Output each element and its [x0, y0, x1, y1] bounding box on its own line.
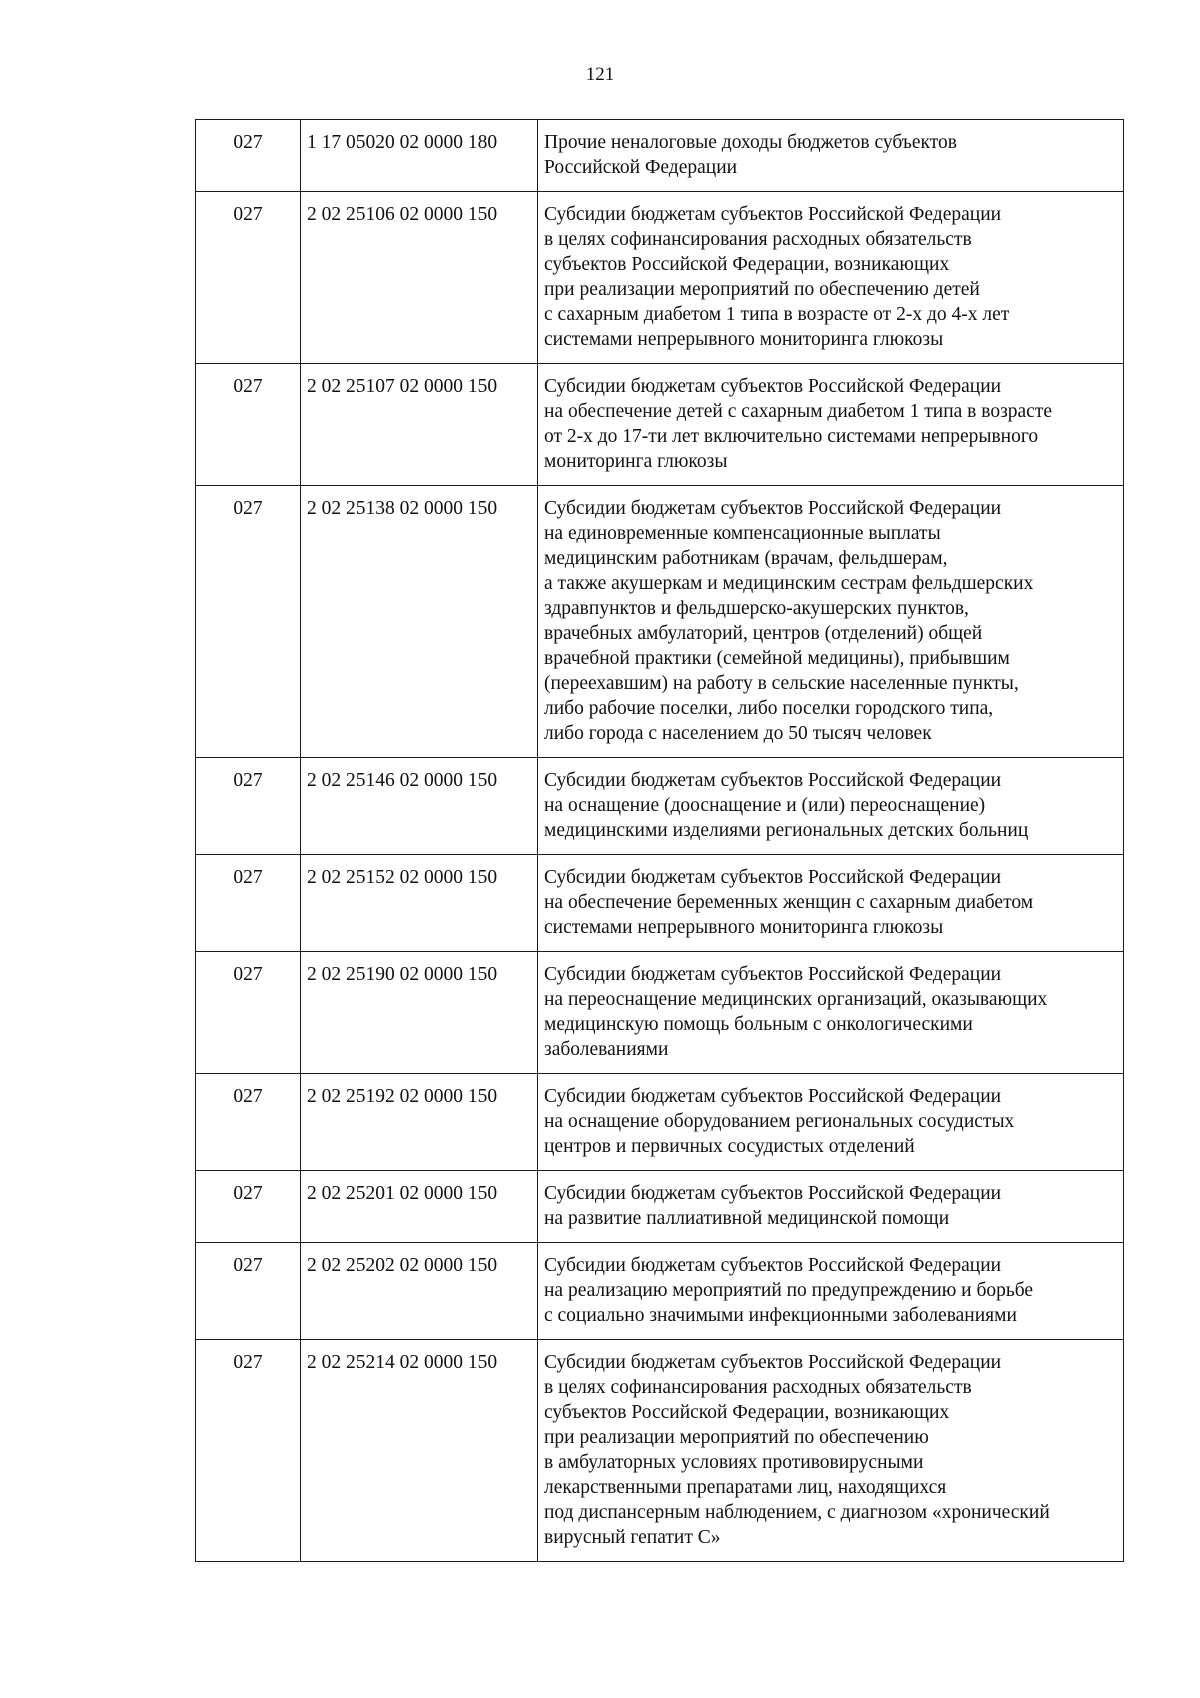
budget-codes-table-body [196, 120, 1124, 1562]
income-name-line: мониторинга глюкозы [544, 451, 728, 472]
income-name-line: в целях софинансирования расходных обязательств [544, 1377, 972, 1398]
table-row [196, 1243, 1124, 1340]
income-name-line: Субсидии бюджетам субъектов Российской Федерации [544, 964, 1002, 985]
income-name-cell [538, 952, 1124, 1074]
admin-code-cell: 027 [196, 855, 301, 952]
income-name-line: на единовременные компенсационные выплаты [544, 523, 941, 544]
income-name-cell [538, 192, 1124, 364]
income-name-line: заболеваниями [544, 1039, 669, 1060]
income-name-line: при реализации мероприятий по обеспечению детей [544, 279, 980, 300]
admin-code-cell: 027 [196, 1243, 301, 1340]
income-name-line: на обеспечение детей с сахарным диабетом 1 типа в возрасте [544, 401, 1053, 422]
income-name-line: либо города с населением до 50 тысяч человек [544, 723, 932, 744]
income-name-line: при реализации мероприятий по обеспечению [544, 1427, 929, 1448]
budget-classification-code-cell: 2 02 25146 02 0000 150 [301, 758, 538, 855]
budget-classification-code-cell: 2 02 25106 02 0000 150 [301, 192, 538, 364]
income-name-cell [538, 758, 1124, 855]
income-name-cell [538, 855, 1124, 952]
table-row [196, 192, 1124, 364]
income-name-cell [538, 1074, 1124, 1171]
budget-classification-code-cell: 2 02 25214 02 0000 150 [301, 1340, 538, 1562]
table-row [196, 758, 1124, 855]
income-name-line: с социально значимыми инфекционными заболеваниями [544, 1305, 1017, 1326]
income-name-line: от 2-х до 17-ти лет включительно системами непрерывного [544, 426, 1039, 447]
income-name-line: Прочие неналоговые доходы бюджетов субъектов [544, 132, 957, 153]
income-name-line: на оснащение (дооснащение и (или) переоснащение) [544, 795, 986, 816]
admin-code-cell: 027 [196, 1171, 301, 1243]
income-name-line: Субсидии бюджетам субъектов Российской Федерации [544, 1255, 1002, 1276]
income-name-cell [538, 120, 1124, 192]
income-name-line: на развитие паллиативной медицинской помощи [544, 1208, 950, 1229]
income-name-line: Субсидии бюджетам субъектов Российской Федерации [544, 867, 1002, 888]
income-name-line: в амбулаторных условиях противовирусными [544, 1452, 924, 1473]
income-name-line: медицинским работникам (врачам, фельдшерам, [544, 548, 948, 569]
income-name-line: под диспансерным наблюдением, с диагнозом «хронический [544, 1502, 1050, 1523]
income-name-line: лекарственными препаратами лиц, находящихся [544, 1477, 947, 1498]
income-name-line: Субсидии бюджетам субъектов Российской Федерации [544, 770, 1002, 791]
admin-code-cell: 027 [196, 486, 301, 758]
budget-codes-table [195, 119, 1124, 1562]
income-name-cell [538, 364, 1124, 486]
income-name-line: субъектов Российской Федерации, возникающих [544, 1402, 950, 1423]
income-name-line: Российской Федерации [544, 157, 738, 178]
budget-classification-code-cell: 2 02 25152 02 0000 150 [301, 855, 538, 952]
budget-classification-code-cell: 2 02 25107 02 0000 150 [301, 364, 538, 486]
income-name-cell [538, 1340, 1124, 1562]
income-name-line: (переехавшим) на работу в сельские населенные пункты, [544, 673, 1019, 694]
budget-classification-code-cell: 1 17 05020 02 0000 180 [301, 120, 538, 192]
income-name-line: системами непрерывного мониторинга глюкозы [544, 329, 944, 350]
income-name-line: Субсидии бюджетам субъектов Российской Федерации [544, 1352, 1002, 1373]
budget-classification-code-cell: 2 02 25192 02 0000 150 [301, 1074, 538, 1171]
income-name-cell [538, 1243, 1124, 1340]
income-name-line: на обеспечение беременных женщин с сахарным диабетом [544, 892, 1034, 913]
table-row [196, 952, 1124, 1074]
table-row [196, 1340, 1124, 1562]
admin-code-cell: 027 [196, 1074, 301, 1171]
income-name-line: Субсидии бюджетам субъектов Российской Федерации [544, 498, 1002, 519]
income-name-line: с сахарным диабетом 1 типа в возрасте от 2-х до 4-х лет [544, 304, 1010, 325]
income-name-cell [538, 1171, 1124, 1243]
admin-code-cell: 027 [196, 758, 301, 855]
income-name-line: врачебных амбулаторий, центров (отделений) общей [544, 623, 983, 644]
income-name-line: центров и первичных сосудистых отделений [544, 1136, 915, 1157]
income-name-line: вирусный гепатит С» [544, 1527, 721, 1548]
income-name-cell [538, 486, 1124, 758]
table-row [196, 364, 1124, 486]
table-row [196, 486, 1124, 758]
table-row [196, 120, 1124, 192]
income-name-line: на оснащение оборудованием региональных сосудистых [544, 1111, 1015, 1132]
income-name-line: на реализацию мероприятий по предупреждению и борьбе [544, 1280, 1034, 1301]
income-name-line: Субсидии бюджетам субъектов Российской Федерации [544, 376, 1002, 397]
income-name-line: Субсидии бюджетам субъектов Российской Федерации [544, 204, 1002, 225]
budget-classification-code-cell: 2 02 25138 02 0000 150 [301, 486, 538, 758]
income-name-line: Субсидии бюджетам субъектов Российской Федерации [544, 1086, 1002, 1107]
admin-code-cell: 027 [196, 120, 301, 192]
admin-code-cell: 027 [196, 952, 301, 1074]
admin-code-cell: 027 [196, 364, 301, 486]
admin-code-cell: 027 [196, 1340, 301, 1562]
income-name-line: а также акушеркам и медицинским сестрам фельдшерских [544, 573, 1034, 594]
admin-code-cell: 027 [196, 192, 301, 364]
table-row [196, 855, 1124, 952]
budget-classification-code-cell: 2 02 25201 02 0000 150 [301, 1171, 538, 1243]
table-row [196, 1074, 1124, 1171]
income-name-line: медицинскими изделиями региональных детских больниц [544, 820, 1029, 841]
income-name-line: системами непрерывного мониторинга глюкозы [544, 917, 944, 938]
income-name-line: врачебной практики (семейной медицины), прибывшим [544, 648, 1010, 669]
income-name-line: либо рабочие поселки, либо поселки городского типа, [544, 698, 994, 719]
income-name-line: медицинскую помощь больным с онкологическими [544, 1014, 973, 1035]
income-name-line: здравпунктов и фельдшерско-акушерских пунктов, [544, 598, 969, 619]
income-name-line: в целях софинансирования расходных обязательств [544, 229, 972, 250]
income-name-line: Субсидии бюджетам субъектов Российской Федерации [544, 1183, 1002, 1204]
budget-classification-code-cell: 2 02 25190 02 0000 150 [301, 952, 538, 1074]
budget-classification-code-cell: 2 02 25202 02 0000 150 [301, 1243, 538, 1340]
page-number: 121 [585, 64, 615, 85]
table-row [196, 1171, 1124, 1243]
income-name-line: субъектов Российской Федерации, возникающих [544, 254, 950, 275]
income-name-line: на переоснащение медицинских организаций, оказывающих [544, 989, 1048, 1010]
